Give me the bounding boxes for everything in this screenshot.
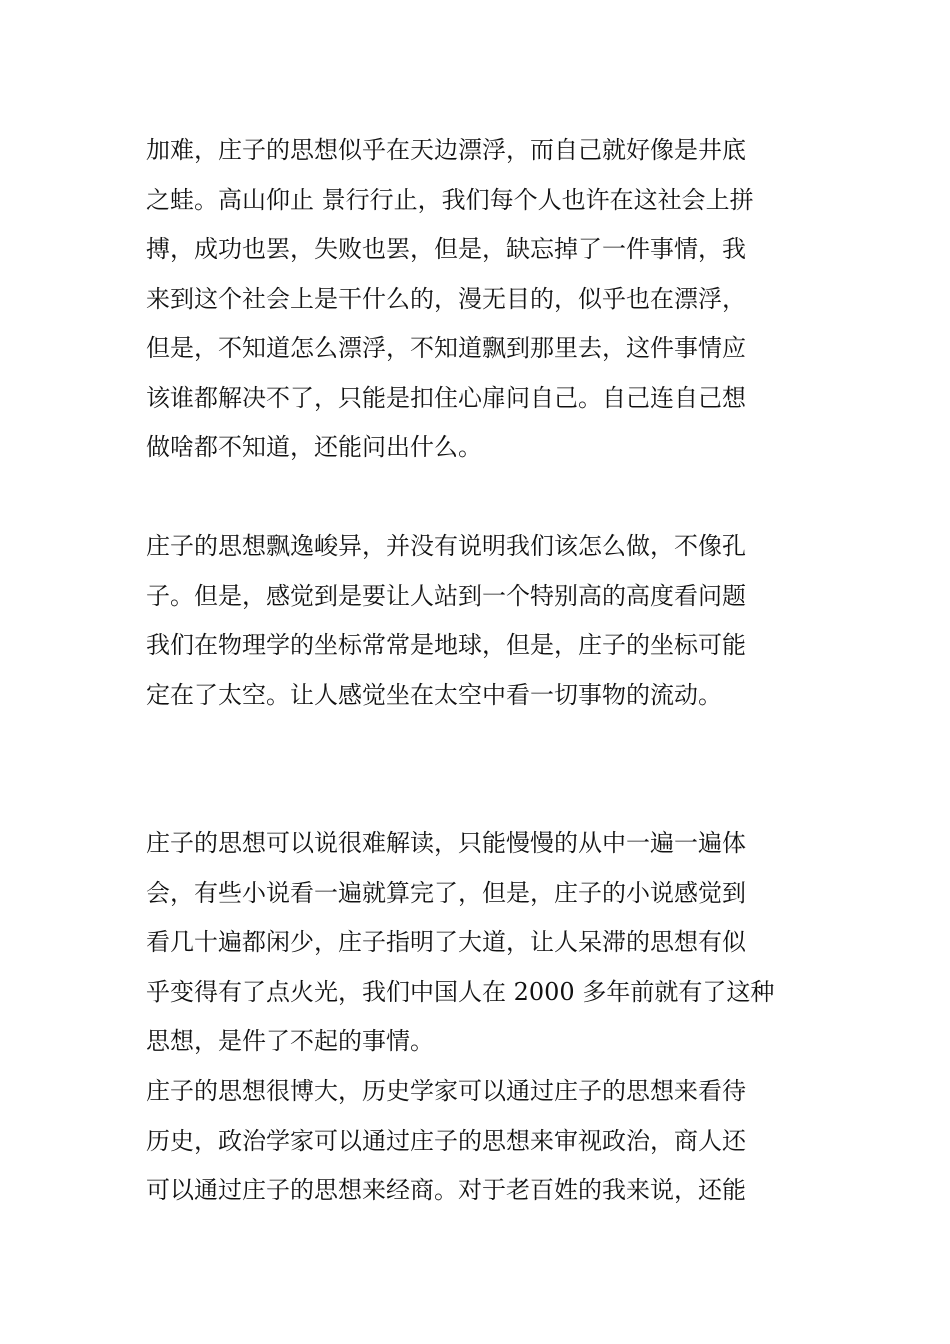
- text-line: 来到这个社会上是干什么的，漫无目的，似乎也在漂浮，: [146, 284, 746, 313]
- text-line: 做啥都不知道，还能问出什么。: [146, 433, 482, 461]
- paragraph-3: [146, 819, 816, 1067]
- text-line: 乎变得有了点火光，我们中国人在 2000 多年前就有了这种: [146, 977, 775, 1006]
- paragraph-4: [146, 1067, 816, 1216]
- text-line: 之蛙。高山仰止 景行行止，我们每个人也许在这社会上拼: [146, 185, 754, 214]
- text-line: 会，有些小说看一遍就算完了，但是，庄子的小说感觉到: [146, 878, 746, 907]
- text-line: 但是，不知道怎么漂浮，不知道飘到那里去，这件事情应: [146, 334, 746, 362]
- text-line: 加难，庄子的思想似乎在天边漂浮，而自己就好像是井底: [146, 136, 746, 164]
- text-line: 看几十遍都闲少，庄子指明了大道，让人呆滞的思想有似: [146, 928, 746, 956]
- text-line: 庄子的思想很博大，历史学家可以通过庄子的思想来看待: [146, 1077, 746, 1105]
- paragraph-1: [146, 126, 816, 473]
- text-line: 思想，是件了不起的事情。: [146, 1027, 434, 1055]
- text-line: 庄子的思想飘逸峻异，并没有说明我们该怎么做，不像孔: [146, 532, 746, 560]
- paragraph-2: [146, 522, 816, 720]
- text-line: 可以通过庄子的思想来经商。对于老百姓的我来说，还能: [146, 1176, 746, 1204]
- text-line: 子。但是，感觉到是要让人站到一个特别高的高度看问题: [146, 581, 746, 610]
- text-line: 我们在物理学的坐标常常是地球，但是，庄子的坐标可能: [146, 631, 746, 659]
- text-line: 庄子的思想可以说很难解读，只能慢慢的从中一遍一遍体: [146, 829, 746, 857]
- text-line: 搏，成功也罢，失败也罢，但是，缺忘掉了一件事情，我: [146, 235, 746, 263]
- text-line: 定在了太空。让人感觉坐在太空中看一切事物的流动。: [146, 680, 722, 709]
- text-line: 历史，政治学家可以通过庄子的思想来审视政治，商人还: [146, 1126, 746, 1155]
- text-line: 该谁都解决不了，只能是扣住心扉问自己。自己连自己想: [146, 383, 746, 412]
